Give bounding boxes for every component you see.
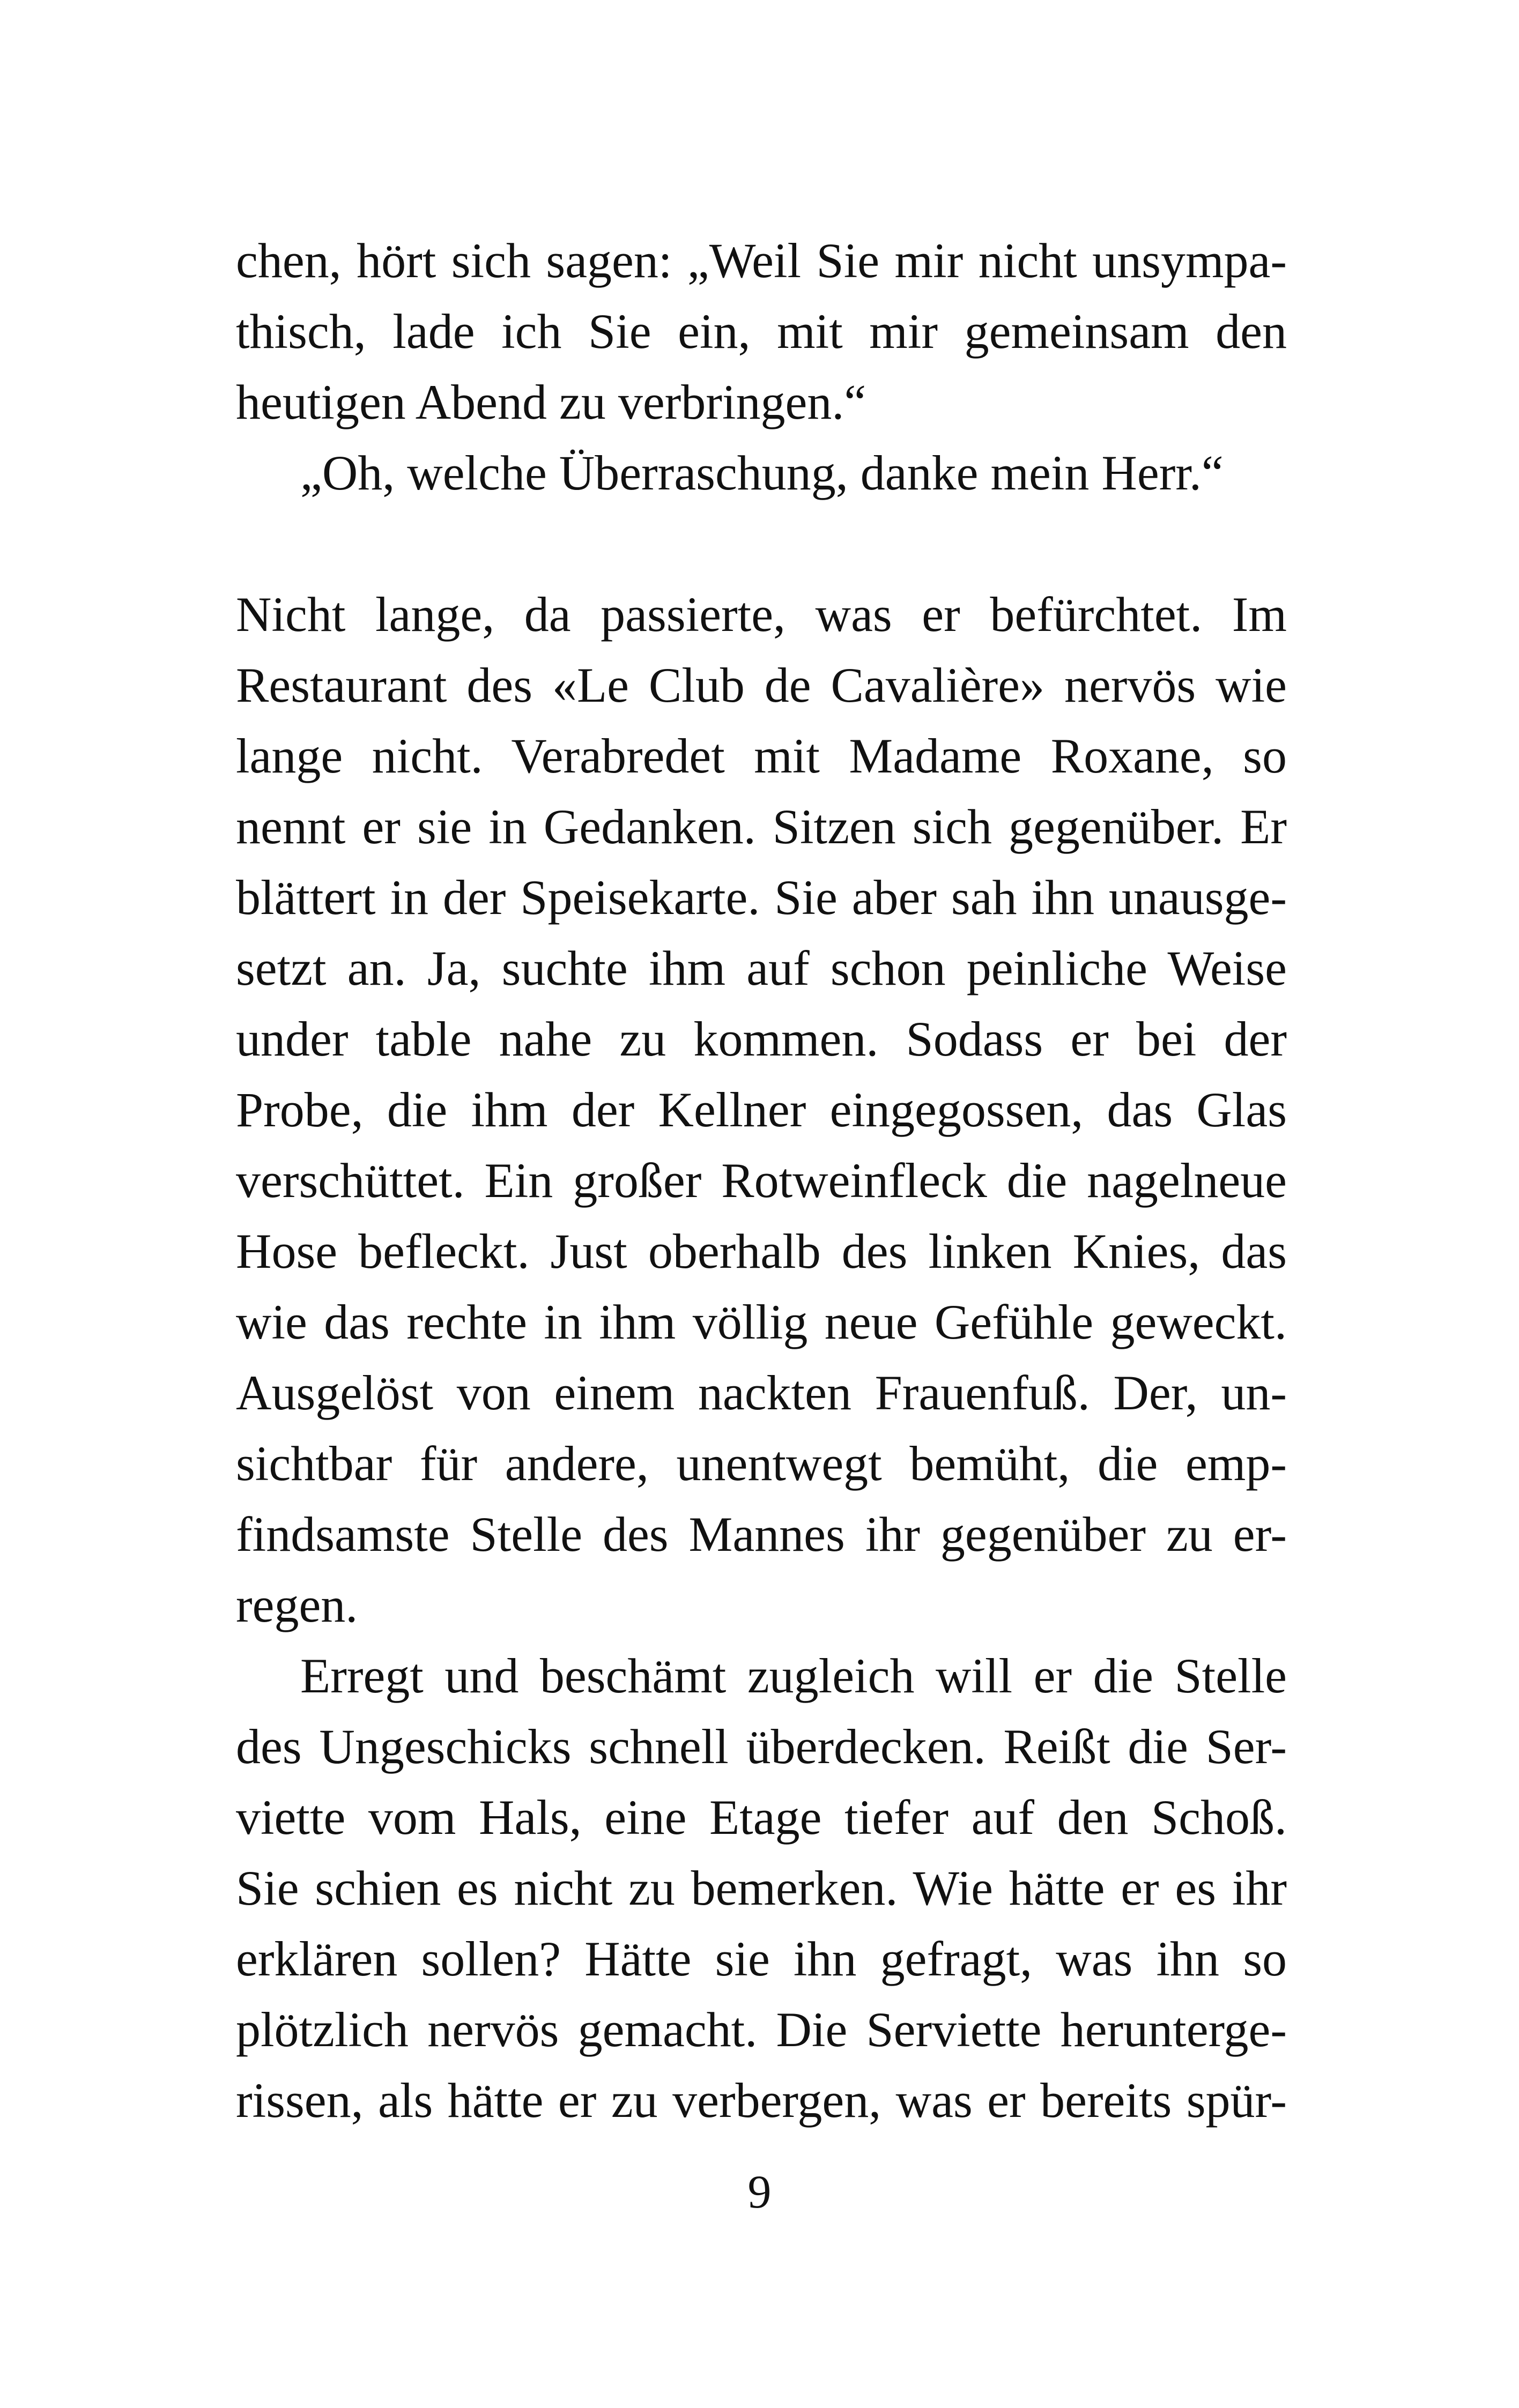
text-line: erklären sollen? Hätte sie ihn gefragt, was ihn so (236, 1931, 1287, 1986)
text-line: Nicht lange, da passierte, was er befürchtet. Im (236, 587, 1287, 642)
text-line: „Oh, welche Überraschung, danke mein Herr.“ (300, 445, 1224, 500)
text-line: blättert in der Speisekarte. Sie aber sah ihn unausge- (236, 870, 1287, 925)
text-line: regen. (236, 1578, 358, 1632)
text-line: verschüttet. Ein großer Rotweinfleck die nagelneue (236, 1153, 1287, 1208)
text-line: Hose befleckt. Just oberhalb des linken Knies, das (236, 1224, 1287, 1279)
text-line: chen, hört sich sagen: „Weil Sie mir nicht unsympa- (236, 233, 1287, 288)
text-line: Restaurant des «Le Club de Cavalière» nervös wie (236, 658, 1287, 712)
text-line: Ausgelöst von einem nackten Frauenfuß. Der, un- (236, 1365, 1287, 1420)
text-line: wie das rechte in ihm völlig neue Gefühle geweckt. (236, 1295, 1287, 1349)
text-line: lange nicht. Verabredet mit Madame Roxane, so (236, 729, 1287, 783)
page-number: 9 (747, 2166, 772, 2218)
text-line: Erregt und beschämt zugleich will er die Stelle (300, 1648, 1287, 1703)
text-line: sichtbar für andere, unentwegt bemüht, die emp- (236, 1436, 1287, 1491)
text-line: viette vom Hals, eine Etage tiefer auf den Schoß. (236, 1790, 1287, 1845)
text-line: Sie schien es nicht zu bemerken. Wie hätte er es ihr (236, 1861, 1287, 1915)
body-text (236, 225, 1287, 2136)
text-line: findsamste Stelle des Mannes ihr gegenüber zu er- (236, 1507, 1287, 1562)
text-line: Probe, die ihm der Kellner eingegossen, das Glas (236, 1082, 1287, 1137)
text-line: setzt an. Ja, suchte ihm auf schon peinliche Weise (236, 941, 1287, 995)
text-line: heutigen Abend zu verbringen.“ (236, 375, 866, 429)
text-line: under table nahe zu kommen. Sodass er bei der (236, 1012, 1287, 1066)
text-line: plötzlich nervös gemacht. Die Serviette herunterge- (236, 2002, 1287, 2057)
text-line: des Ungeschicks schnell überdecken. Reißt die Ser- (236, 1719, 1287, 1774)
text-line: nennt er sie in Gedanken. Sitzen sich gegenüber. Er (236, 799, 1287, 854)
text-line: rissen, als hätte er zu verbergen, was er bereits spür- (236, 2073, 1287, 2128)
text-line: thisch, lade ich Sie ein, mit mir gemeinsam den (236, 304, 1287, 359)
section-break (236, 508, 1287, 579)
